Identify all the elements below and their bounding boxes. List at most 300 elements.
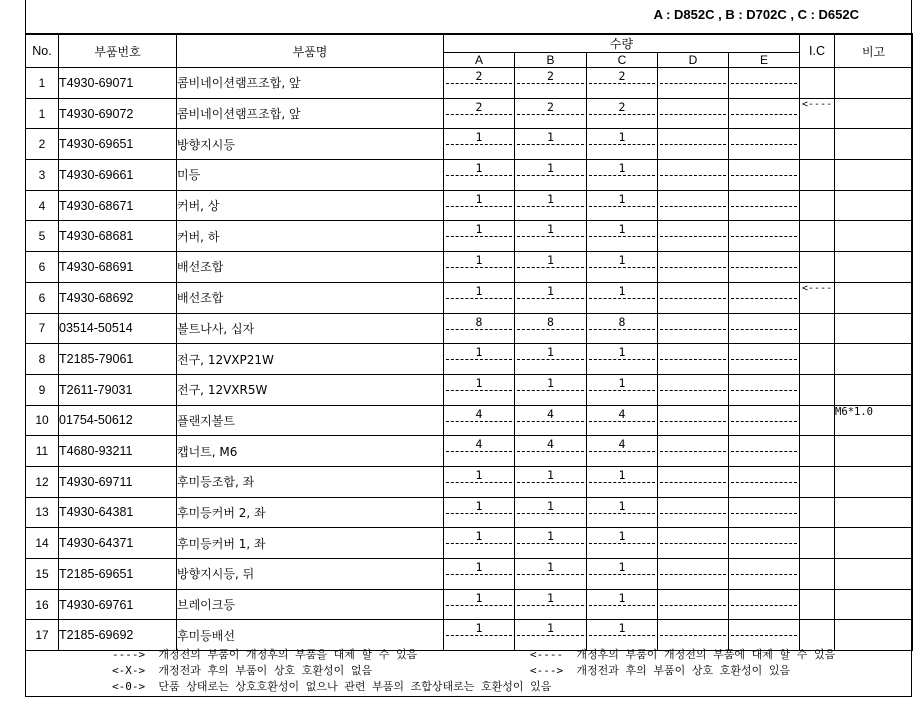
table-row	[26, 405, 913, 436]
row-part-no: T4930-68692	[59, 282, 177, 313]
row-qty-d	[658, 221, 729, 252]
row-qty-e	[729, 190, 800, 221]
row-remark	[835, 436, 913, 467]
row-remark	[835, 190, 913, 221]
qty-dotted-line	[731, 206, 797, 207]
qty-dotted-line	[517, 175, 584, 176]
qty-dotted-line	[660, 543, 726, 544]
qty-dotted-line	[731, 298, 797, 299]
row-no: 5	[26, 221, 59, 252]
row-qty-e	[729, 129, 800, 160]
row-part-name: 후미등커버 2, 좌	[177, 497, 444, 528]
qty-dotted-line	[446, 482, 512, 483]
row-qty-a	[444, 589, 515, 620]
row-part-no: T4930-64381	[59, 497, 177, 528]
qty-value: 1	[475, 222, 483, 237]
row-remark	[835, 589, 913, 620]
row-part-name: 커버, 상	[177, 190, 444, 221]
legend	[25, 646, 912, 697]
row-qty-a	[444, 436, 515, 467]
qty-dotted-line	[517, 635, 584, 636]
qty-value: 1	[618, 253, 626, 268]
row-qty-b	[515, 282, 587, 313]
qty-dotted-line	[517, 482, 584, 483]
row-ic: <----	[800, 98, 835, 129]
table-row	[26, 98, 913, 129]
row-qty-b	[515, 405, 587, 436]
qty-dotted-line	[731, 175, 797, 176]
qty-dotted-line	[589, 83, 655, 84]
row-no: 4	[26, 190, 59, 221]
qty-dotted-line	[446, 267, 512, 268]
row-no: 17	[26, 620, 59, 651]
row-qty-b	[515, 252, 587, 283]
qty-value: 8	[618, 314, 626, 329]
row-ic	[800, 559, 835, 590]
row-qty-d	[658, 344, 729, 375]
qty-value: 1	[618, 345, 626, 360]
row-qty-e	[729, 589, 800, 620]
qty-dotted-line	[731, 267, 797, 268]
row-remark	[835, 282, 913, 313]
qty-dotted-line	[517, 605, 584, 606]
row-qty-c	[587, 68, 658, 99]
qty-dotted-line	[731, 236, 797, 237]
qty-dotted-line	[589, 482, 655, 483]
row-ic	[800, 221, 835, 252]
row-qty-b	[515, 589, 587, 620]
row-no: 1	[26, 98, 59, 129]
row-no: 13	[26, 497, 59, 528]
row-qty-c	[587, 436, 658, 467]
qty-value: 4	[618, 406, 626, 421]
row-qty-e	[729, 436, 800, 467]
qty-dotted-line	[446, 298, 512, 299]
qty-value: 1	[618, 560, 626, 574]
row-part-no: T4930-68691	[59, 252, 177, 283]
qty-dotted-line	[517, 329, 584, 330]
qty-value: 1	[475, 560, 483, 574]
row-part-name: 커버, 하	[177, 221, 444, 252]
qty-value: 2	[547, 99, 554, 114]
row-part-no: T2611-79031	[59, 374, 177, 405]
qty-value: 4	[547, 437, 554, 452]
qty-dotted-line	[589, 114, 655, 115]
row-qty-d	[658, 589, 729, 620]
row-part-no: T4930-68681	[59, 221, 177, 252]
row-part-no: T2185-69651	[59, 559, 177, 590]
table-row	[26, 190, 913, 221]
qty-value: 1	[547, 191, 554, 206]
qty-dotted-line	[446, 513, 512, 514]
qty-dotted-line	[660, 206, 726, 207]
row-part-no: T4930-64371	[59, 528, 177, 559]
row-qty-c	[587, 129, 658, 160]
qty-dotted-line	[446, 83, 512, 84]
qty-dotted-line	[660, 390, 726, 391]
row-qty-b	[515, 528, 587, 559]
row-ic	[800, 497, 835, 528]
qty-value: 1	[547, 529, 554, 544]
qty-value: 1	[475, 529, 483, 544]
row-part-name: 브레이크등	[177, 589, 444, 620]
row-qty-d	[658, 129, 729, 160]
qty-dotted-line	[660, 605, 726, 606]
qty-dotted-line	[589, 635, 655, 636]
qty-dotted-line	[731, 543, 797, 544]
qty-value: 1	[618, 529, 626, 544]
row-part-name: 방향지시등, 뒤	[177, 559, 444, 590]
row-qty-c	[587, 98, 658, 129]
row-part-name: 콤비네이션램프조합, 앞	[177, 68, 444, 99]
row-qty-b	[515, 98, 587, 129]
qty-value: 2	[475, 69, 483, 83]
row-ic	[800, 528, 835, 559]
qty-dotted-line	[589, 298, 655, 299]
table-row	[26, 160, 913, 191]
row-no: 16	[26, 589, 59, 620]
row-no: 1	[26, 68, 59, 99]
row-qty-e	[729, 528, 800, 559]
row-qty-d	[658, 68, 729, 99]
row-qty-e	[729, 374, 800, 405]
row-qty-e	[729, 98, 800, 129]
row-qty-d	[658, 160, 729, 191]
qty-dotted-line	[660, 574, 726, 575]
row-part-name: 전구, 12VXR5W	[177, 374, 444, 405]
legend-compatible: <---> 개정전과 후의 부품이 상호 호환성이 있음	[530, 664, 791, 677]
header-col-b: B	[515, 53, 587, 68]
qty-value: 2	[547, 69, 554, 83]
qty-dotted-line	[660, 83, 726, 84]
row-qty-b	[515, 497, 587, 528]
row-ic	[800, 252, 835, 283]
qty-value: 1	[618, 222, 626, 237]
row-remark	[835, 129, 913, 160]
row-remark	[835, 344, 913, 375]
header-col-d: D	[658, 53, 729, 68]
row-part-no: T4930-68671	[59, 190, 177, 221]
qty-dotted-line	[517, 513, 584, 514]
qty-dotted-line	[517, 298, 584, 299]
qty-dotted-line	[589, 206, 655, 207]
qty-dotted-line	[660, 451, 726, 452]
table-row	[26, 589, 913, 620]
row-part-name: 전구, 12VXP21W	[177, 344, 444, 375]
row-qty-a	[444, 68, 515, 99]
qty-dotted-line	[446, 390, 512, 391]
row-qty-d	[658, 497, 729, 528]
qty-value: 1	[547, 222, 554, 237]
table-row	[26, 528, 913, 559]
row-ic	[800, 344, 835, 375]
row-part-name: 배선조합	[177, 252, 444, 283]
row-qty-e	[729, 559, 800, 590]
row-qty-d	[658, 528, 729, 559]
header-qty: 수량	[444, 34, 800, 53]
row-remark	[835, 68, 913, 99]
row-qty-a	[444, 190, 515, 221]
row-part-no: T4680-93211	[59, 436, 177, 467]
qty-dotted-line	[446, 635, 512, 636]
qty-dotted-line	[731, 574, 797, 575]
qty-value: 1	[547, 345, 554, 360]
qty-dotted-line	[517, 390, 584, 391]
row-no: 14	[26, 528, 59, 559]
qty-dotted-line	[660, 114, 726, 115]
row-qty-c	[587, 190, 658, 221]
row-remark	[835, 252, 913, 283]
row-ic	[800, 589, 835, 620]
qty-dotted-line	[660, 482, 726, 483]
qty-value: 1	[475, 590, 483, 605]
qty-value: 2	[618, 69, 626, 83]
row-qty-b	[515, 436, 587, 467]
table-row	[26, 221, 913, 252]
qty-value: 1	[547, 375, 554, 390]
row-qty-c	[587, 252, 658, 283]
qty-value: 1	[547, 467, 554, 482]
qty-dotted-line	[446, 329, 512, 330]
qty-dotted-line	[517, 206, 584, 207]
qty-dotted-line	[517, 144, 584, 145]
variant-legend: A : D852C , B : D702C , C : D652C	[653, 7, 859, 22]
qty-dotted-line	[517, 114, 584, 115]
qty-value: 1	[547, 560, 554, 574]
row-qty-b	[515, 466, 587, 497]
row-qty-c	[587, 374, 658, 405]
qty-dotted-line	[731, 359, 797, 360]
qty-value: 8	[547, 314, 554, 329]
table-row	[26, 252, 913, 283]
header-part-no: 부품번호	[59, 34, 177, 68]
qty-value: 2	[618, 99, 626, 114]
qty-value: 1	[547, 621, 554, 636]
row-part-no: T4930-69071	[59, 68, 177, 99]
row-qty-a	[444, 374, 515, 405]
qty-value: 1	[475, 191, 483, 206]
row-no: 6	[26, 282, 59, 313]
row-qty-c	[587, 405, 658, 436]
row-qty-c	[587, 313, 658, 344]
row-remark	[835, 528, 913, 559]
row-part-no: T2185-69692	[59, 620, 177, 651]
qty-value: 4	[547, 406, 554, 421]
row-no: 9	[26, 374, 59, 405]
row-qty-d	[658, 98, 729, 129]
row-qty-b	[515, 344, 587, 375]
qty-value: 1	[547, 253, 554, 268]
row-qty-d	[658, 559, 729, 590]
qty-dotted-line	[446, 421, 512, 422]
row-qty-a	[444, 528, 515, 559]
qty-dotted-line	[660, 635, 726, 636]
table-row	[26, 313, 913, 344]
qty-dotted-line	[589, 175, 655, 176]
header-col-c: C	[587, 53, 658, 68]
qty-dotted-line	[731, 390, 797, 391]
qty-dotted-line	[446, 206, 512, 207]
row-part-no: 01754-50612	[59, 405, 177, 436]
qty-value: 1	[475, 283, 483, 298]
qty-dotted-line	[589, 144, 655, 145]
row-qty-a	[444, 129, 515, 160]
row-qty-c	[587, 344, 658, 375]
row-qty-d	[658, 282, 729, 313]
qty-dotted-line	[589, 574, 655, 575]
legend-backward: <---- 개정후의 부품이 개정전의 부품에 대체 할 수 있음	[530, 648, 836, 661]
row-no: 7	[26, 313, 59, 344]
row-qty-c	[587, 497, 658, 528]
qty-value: 1	[547, 130, 554, 145]
row-qty-b	[515, 559, 587, 590]
row-no: 12	[26, 466, 59, 497]
row-qty-b	[515, 160, 587, 191]
qty-value: 4	[475, 406, 483, 421]
qty-value: 1	[618, 467, 626, 482]
table-row	[26, 282, 913, 313]
row-qty-d	[658, 466, 729, 497]
row-qty-e	[729, 497, 800, 528]
row-no: 3	[26, 160, 59, 191]
row-remark	[835, 221, 913, 252]
qty-dotted-line	[731, 421, 797, 422]
qty-value: 8	[475, 314, 483, 329]
qty-value: 1	[547, 498, 554, 513]
qty-value: 1	[475, 375, 483, 390]
row-qty-c	[587, 466, 658, 497]
qty-value: 1	[547, 283, 554, 298]
qty-dotted-line	[446, 359, 512, 360]
row-ic: <----	[800, 282, 835, 313]
row-qty-a	[444, 98, 515, 129]
header-col-e: E	[729, 53, 800, 68]
row-part-name: 볼트나사, 십자	[177, 313, 444, 344]
parts-table-body	[26, 68, 913, 651]
row-remark	[835, 98, 913, 129]
qty-value: 1	[618, 130, 626, 145]
row-qty-a	[444, 252, 515, 283]
parts-table	[25, 33, 913, 651]
row-qty-a	[444, 313, 515, 344]
header-no: No.	[26, 34, 59, 68]
row-part-no: T2185-79061	[59, 344, 177, 375]
qty-dotted-line	[731, 83, 797, 84]
qty-value: 1	[475, 130, 483, 145]
qty-dotted-line	[589, 513, 655, 514]
table-row	[26, 497, 913, 528]
qty-dotted-line	[660, 513, 726, 514]
row-no: 10	[26, 405, 59, 436]
row-qty-e	[729, 160, 800, 191]
row-qty-e	[729, 344, 800, 375]
row-part-name: 미등	[177, 160, 444, 191]
qty-value: 1	[475, 253, 483, 268]
table-row	[26, 68, 913, 99]
row-ic	[800, 129, 835, 160]
row-ic	[800, 466, 835, 497]
qty-dotted-line	[660, 267, 726, 268]
qty-dotted-line	[517, 359, 584, 360]
row-remark	[835, 497, 913, 528]
qty-dotted-line	[660, 175, 726, 176]
row-ic	[800, 405, 835, 436]
qty-dotted-line	[731, 114, 797, 115]
row-qty-e	[729, 68, 800, 99]
row-part-no: T4930-69711	[59, 466, 177, 497]
row-no: 6	[26, 252, 59, 283]
row-part-no: T4930-69072	[59, 98, 177, 129]
qty-dotted-line	[517, 421, 584, 422]
row-part-name: 후미등배선	[177, 620, 444, 651]
qty-dotted-line	[731, 482, 797, 483]
row-qty-b	[515, 313, 587, 344]
qty-value: 1	[618, 590, 626, 605]
row-ic	[800, 436, 835, 467]
row-ic	[800, 190, 835, 221]
row-ic	[800, 374, 835, 405]
qty-value: 4	[475, 437, 483, 452]
qty-value: 1	[618, 191, 626, 206]
row-qty-d	[658, 190, 729, 221]
qty-dotted-line	[660, 144, 726, 145]
qty-dotted-line	[660, 359, 726, 360]
qty-value: 4	[618, 437, 626, 452]
qty-dotted-line	[731, 329, 797, 330]
qty-value: 1	[618, 621, 626, 636]
qty-dotted-line	[517, 236, 584, 237]
row-part-no: T4930-69761	[59, 589, 177, 620]
row-qty-a	[444, 559, 515, 590]
row-qty-e	[729, 466, 800, 497]
qty-dotted-line	[589, 421, 655, 422]
qty-dotted-line	[446, 574, 512, 575]
row-qty-d	[658, 405, 729, 436]
qty-value: 1	[618, 161, 626, 176]
qty-dotted-line	[517, 267, 584, 268]
row-qty-d	[658, 374, 729, 405]
header-ic: I.C	[800, 34, 835, 68]
row-ic	[800, 68, 835, 99]
qty-dotted-line	[446, 144, 512, 145]
header-remark: 비고	[835, 34, 913, 68]
row-qty-e	[729, 313, 800, 344]
row-part-name: 캡너트, M6	[177, 436, 444, 467]
row-remark	[835, 374, 913, 405]
header-part-name: 부품명	[177, 34, 444, 68]
row-remark	[835, 313, 913, 344]
row-remark	[835, 466, 913, 497]
row-qty-a	[444, 405, 515, 436]
qty-dotted-line	[660, 421, 726, 422]
qty-value: 1	[475, 498, 483, 513]
row-part-no: T4930-69661	[59, 160, 177, 191]
row-ic	[800, 160, 835, 191]
row-qty-a	[444, 466, 515, 497]
qty-dotted-line	[517, 83, 584, 84]
legend-assembly-compatible: <-0-> 단품 상태로는 상호호환성이 없으나 관련 부품의 조합상태로는 호환성이 있음	[112, 680, 552, 693]
qty-value: 1	[618, 375, 626, 390]
row-no: 11	[26, 436, 59, 467]
row-qty-d	[658, 436, 729, 467]
qty-dotted-line	[589, 267, 655, 268]
row-qty-c	[587, 589, 658, 620]
qty-dotted-line	[589, 236, 655, 237]
row-qty-b	[515, 129, 587, 160]
qty-value: 1	[547, 161, 554, 176]
row-qty-c	[587, 160, 658, 191]
row-qty-a	[444, 160, 515, 191]
